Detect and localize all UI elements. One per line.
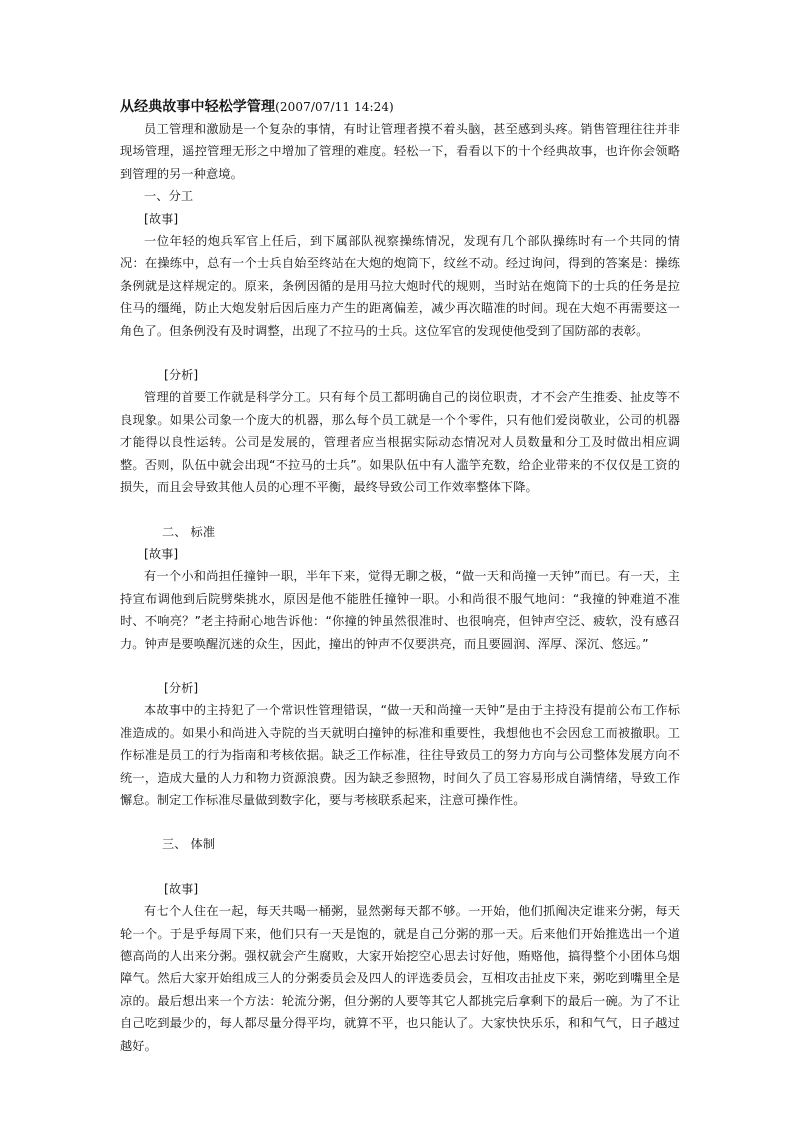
article-title-line xyxy=(120,96,680,118)
document-body xyxy=(120,96,680,1057)
section-heading-division: 一、分工 xyxy=(144,189,194,204)
section-heading-standard: 二、 标准 xyxy=(162,524,216,539)
article-timestamp: (2007/07/11 14:24) xyxy=(275,100,394,114)
story-label: [故事] xyxy=(144,211,179,226)
analysis-label: [分析] xyxy=(164,680,199,695)
intro-paragraph: 员工管理和激励是一个复杂的事情，有时让管理者摸不着头脑，甚至感到头疼。销售管理往往并非现场管理，遥控管理无形之中增加了管理的难度。轻松一下，看看以下的十个经典故事，也许你会领略到管理的另一种意境。 xyxy=(120,122,680,181)
analysis-paragraph: 管理的首要工作就是科学分工。只有每个员工都明确自己的岗位职责，才不会产生推委、扯皮等不良现象。如果公司象一个庞大的机器，那么每个员工就是一个个零件，只有他们爱岗敬业，公司的机器才能得以良性运转。公司是发展的，管理者应当根据实际动态情况对人员数量和分工及时做出相应调整。否则，队伍中就会出现“不拉马的士兵”。如果队伍中有人滥竽充数，给企业带来的不仅仅是工资的损失，而且会导致其他人员的心理不平衡，最终导致公司工作效率整体下降。 xyxy=(120,390,680,495)
story-label: [故事] xyxy=(164,881,199,896)
article-title: 从经典故事中轻松学管理 xyxy=(120,99,276,115)
story-label: [故事] xyxy=(144,546,179,561)
story-paragraph: 一位年轻的炮兵军官上任后，到下属部队视察操练情况，发现有几个部队操练时有一个共同的情况：在操练中，总有一个士兵自始至终站在大炮的炮筒下，纹丝不动。经过询问，得到的答案是：操练条例就是这样规定的。原来，条例因循的是用马拉大炮时代的规则，当时站在炮筒下的士兵的任务是拉住马的缰绳，防止大炮发射后因后座力产生的距离偏差，减少再次瞄准的时间。现在大炮不再需要这一角色了。但条例没有及时调整，出现了不拉马的士兵。这位军官的发现使他受到了国防部的表彰。 xyxy=(120,234,680,338)
story-paragraph: 有一个小和尚担任撞钟一职，半年下来，觉得无聊之极，“做一天和尚撞一天钟”而已。有一天，主持宣布调他到后院劈柴挑水，原因是他不能胜任撞钟一职。小和尚很不服气地问：“我撞的钟难道不准时、不响亮？”老主持耐心地告诉他：“你撞的钟虽然很准时、也很响亮，但钟声空泛、疲软，没有感召力。钟声是要唤醒沉迷的众生，因此，撞出的钟声不仅要洪亮，而且要圆润、浑厚、深沉、悠远。” xyxy=(120,569,680,651)
analysis-paragraph: 本故事中的主持犯了一个常识性管理错误，“做一天和尚撞一天钟”是由于主持没有提前公布工作标准造成的。如果小和尚进入寺院的当天就明白撞钟的标准和重要性，我想他也不会因怠工而被撤职。工作标准是员工的行为指南和考核依据。缺乏工作标准，往往导致员工的努力方向与公司整体发展方向不统一，造成大量的人力和物力资源浪费。因为缺乏参照物，时间久了员工容易形成自满情绪，导致工作懈怠。制定工作标准尽量做到数字化，要与考核联系起来，注意可操作性。 xyxy=(120,703,680,807)
story-paragraph: 有七个人住在一起，每天共喝一桶粥，显然粥每天都不够。一开始，他们抓阄决定谁来分粥，每天轮一个。于是乎每周下来，他们只有一天是饱的，就是自己分粥的那一天。后来他们开始推选出一个道德高尚的人出来分粥。强权就会产生腐败，大家开始挖空心思去讨好他，贿赂他，搞得整个小团体乌烟障气。然后大家开始组成三人的分粥委员会及四人的评选委员会，互相攻击扯皮下来，粥吃到嘴里全是凉的。最后想出来一个方法：轮流分粥，但分粥的人要等其它人都挑完后拿剩下的最后一碗。为了不让自己吃到最少的，每人都尽量分得平均，就算不平，也只能认了。大家快快乐乐，和和气气，日子越过越好。 xyxy=(120,904,680,1053)
analysis-label: [分析] xyxy=(164,368,199,383)
section-heading-system: 三、 体制 xyxy=(162,837,216,852)
